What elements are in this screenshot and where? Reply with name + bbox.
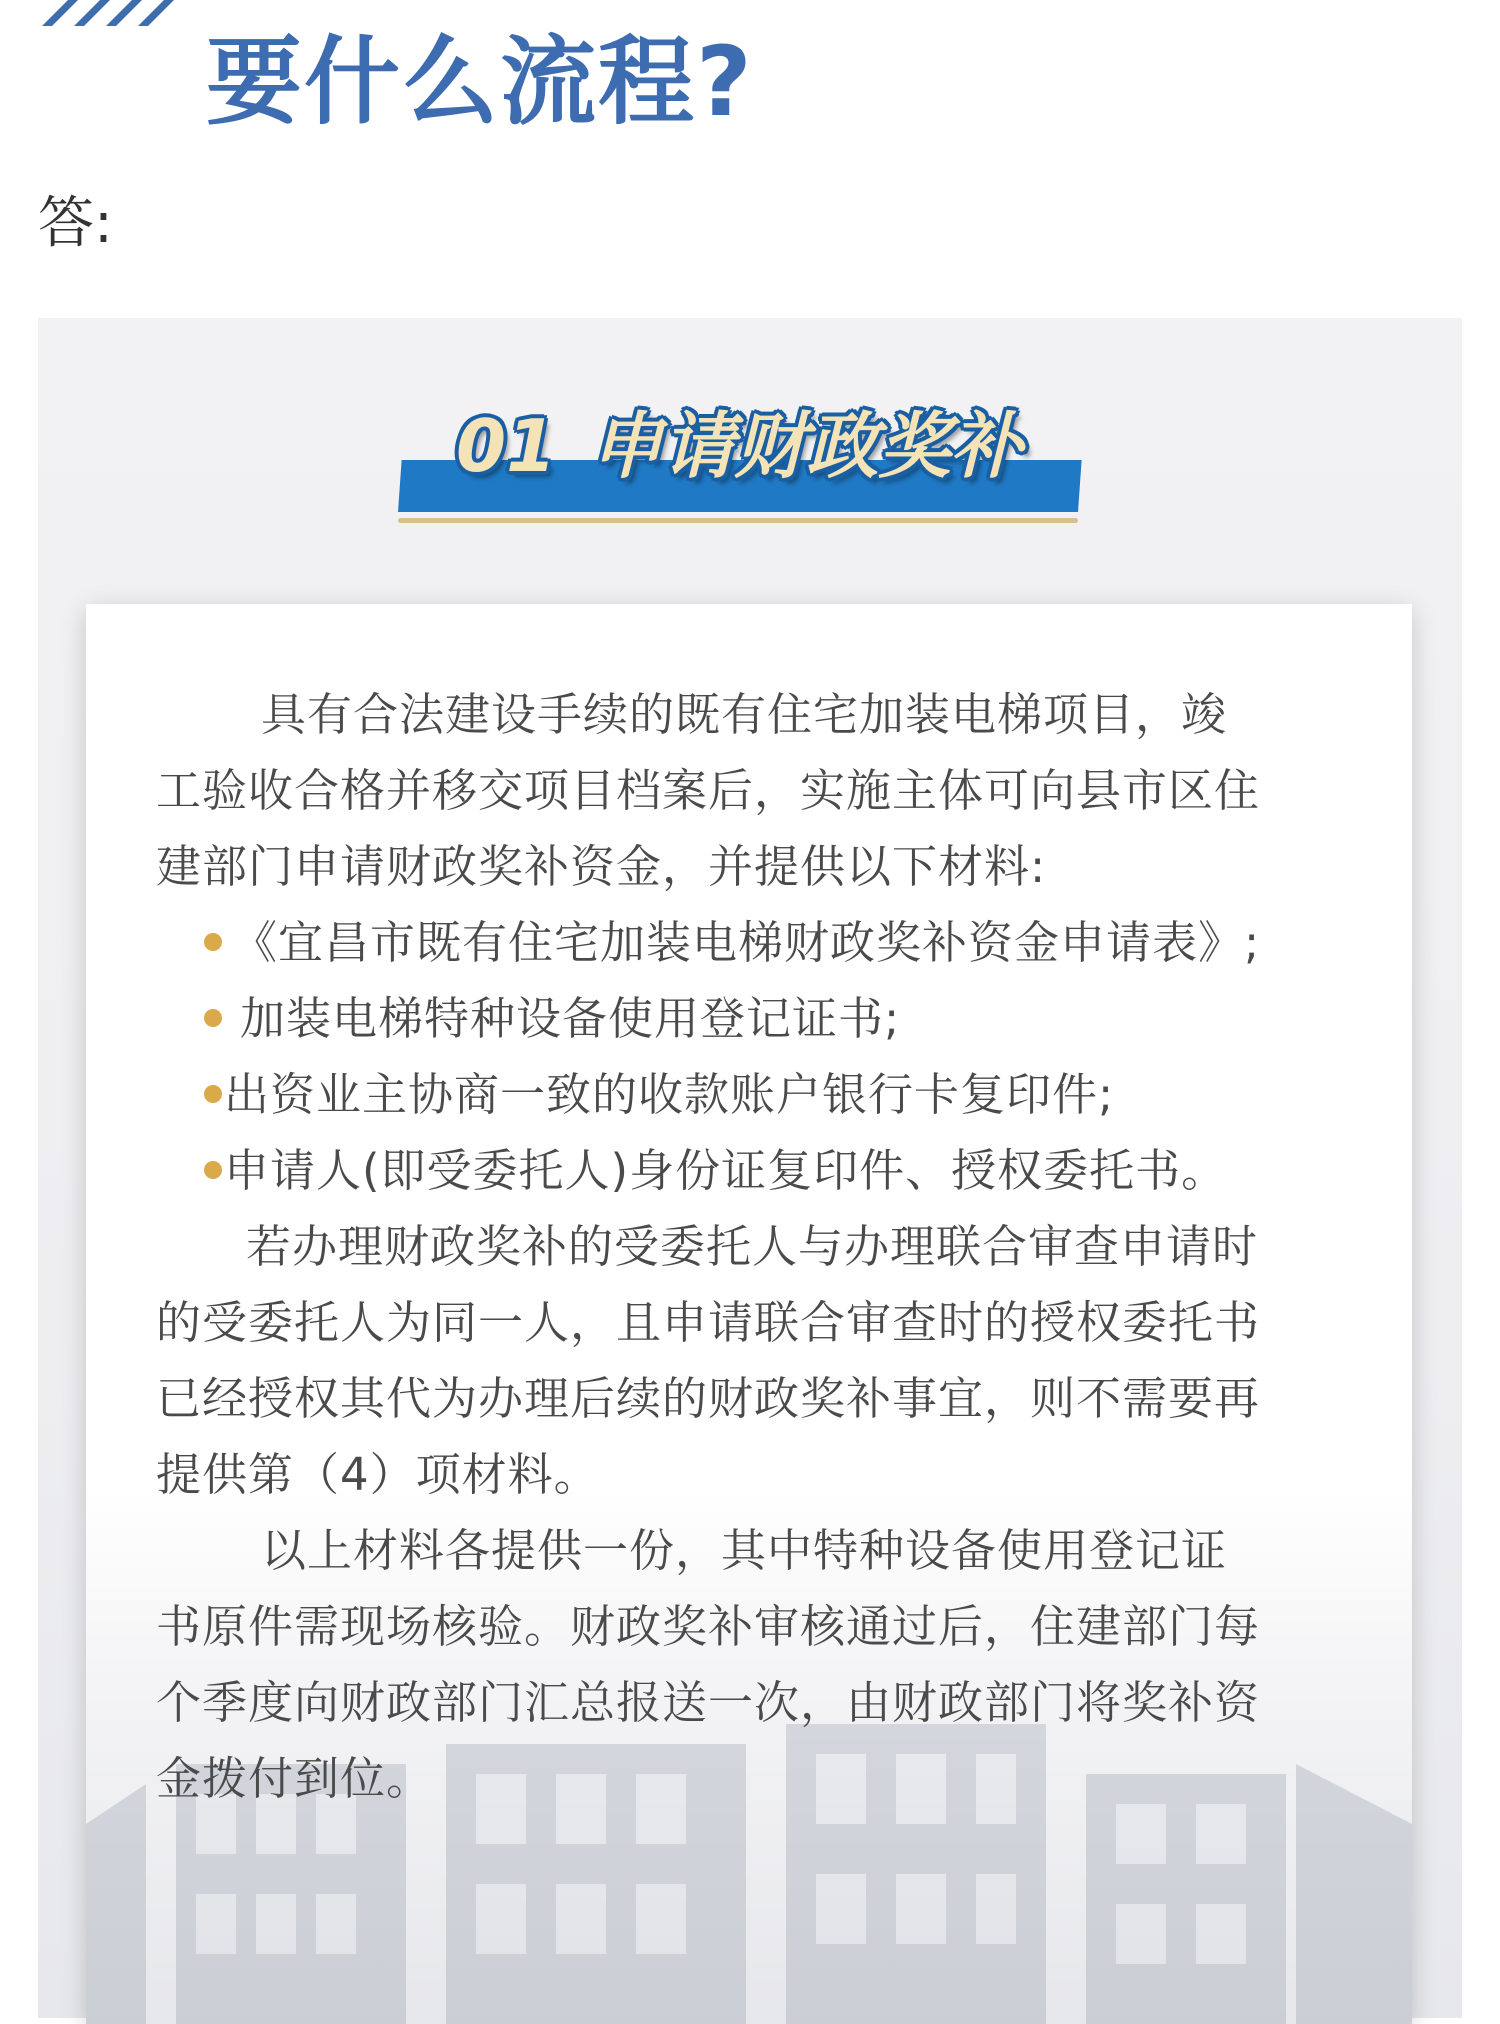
paragraph-line: 工验收合格并移交项目档案后，实施主体可向县市区住 (156, 764, 1261, 817)
paragraph-line: 若办理财政奖补的受委托人与办理联合审查申请时 (246, 1220, 1259, 1273)
paragraph-line: 书原件需现场核验。财政奖补审核通过后，住建部门每 (156, 1600, 1261, 1653)
paragraph-line: 金拨付到位。 (156, 1752, 433, 1805)
badge-gold-underline (398, 518, 1078, 523)
bullet-item (204, 1144, 1228, 1197)
bullet-text: 申请人(即受委托人)身份证复印件、授权委托书。 (224, 1144, 1228, 1197)
answer-label: 答: (38, 191, 113, 256)
paragraph-line: 的受委托人为同一人，且申请联合审查时的授权委托书 (156, 1296, 1261, 1349)
bullet-dot-icon (204, 933, 222, 951)
section-badge (398, 400, 1084, 532)
bullet-text: 《宜昌市既有住宅加装电梯财政奖补资金申请表》; (232, 916, 1261, 969)
page-title: 要什么流程? (206, 26, 754, 138)
bullet-dot-icon (204, 1161, 222, 1179)
bullet-text: 加装电梯特种设备使用登记证书; (240, 992, 901, 1045)
paragraph-line: 已经授权其代为办理后续的财政奖补事宜，则不需要再 (156, 1372, 1261, 1425)
section-heading (456, 404, 1023, 488)
paragraph-line: 个季度向财政部门汇总报送一次，由财政部门将奖补资 (156, 1676, 1261, 1729)
paragraph-line: 以上材料各提供一份，其中特种设备使用登记证 (261, 1524, 1228, 1577)
section-number: 01 (456, 404, 557, 488)
paragraph-line: 提供第（4）项材料。 (156, 1448, 600, 1501)
bullet-dot-icon (204, 1009, 222, 1027)
bullet-dot-icon (204, 1085, 222, 1103)
decorative-slashes (42, 0, 182, 36)
content-card (86, 604, 1412, 2024)
section-title: 申请财政奖补 (590, 404, 1023, 488)
paragraph-line: 具有合法建设手续的既有住宅加装电梯项目，竣 (261, 688, 1228, 741)
paragraph-line: 建部门申请财政奖补资金，并提供以下材料: (156, 840, 1047, 893)
bullet-text: 出资业主协商一致的收款账户银行卡复印件; (224, 1068, 1115, 1121)
bullet-item (204, 916, 1261, 969)
bullet-item (204, 992, 901, 1045)
bullet-item (204, 1068, 1115, 1121)
